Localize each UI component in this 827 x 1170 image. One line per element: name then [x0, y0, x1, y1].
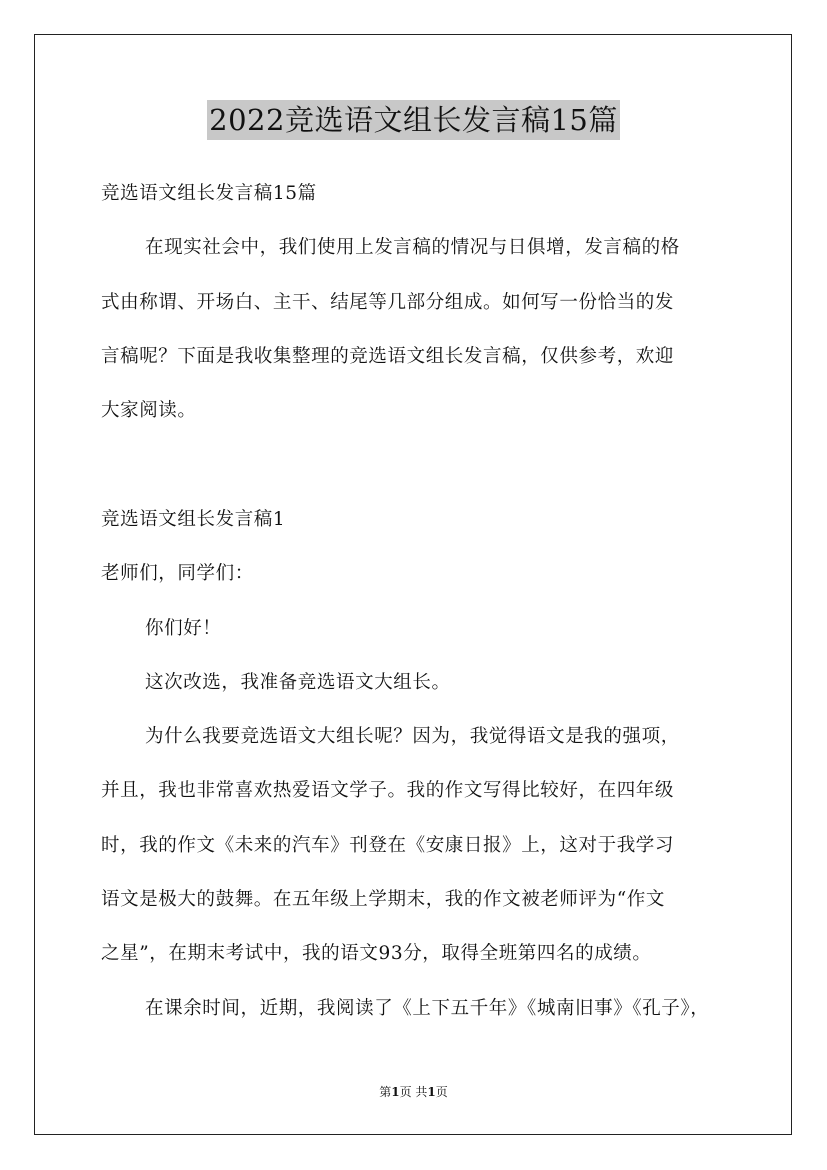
footer-page-suffix: 页 — [435, 1085, 448, 1099]
paragraph-line: 为什么我要竞选语文大组长呢？因为，我觉得语文是我的强项， — [145, 726, 680, 747]
paragraph-line: 在现实社会中，我们使用上发言稿的情况与日俱增，发言稿的格 — [145, 237, 680, 258]
page-footer — [0, 1084, 827, 1100]
paragraph-line: 式由称谓、开场白、主干、结尾等几部分组成。如何写一份恰当的发 — [101, 292, 675, 313]
paragraph-line: 在课余时间，近期，我阅读了《上下五千年》《城南旧事》《孔子》， — [145, 998, 710, 1019]
paragraph-line: 并且，我也非常喜欢热爱语文学子。我的作文写得比较好，在四年级 — [101, 780, 675, 801]
footer-page-total: 1 — [427, 1085, 436, 1099]
section-heading: 竞选语文组长发言稿1 — [101, 509, 286, 530]
paragraph-line: 时，我的作文《未来的汽车》刊登在《安康日报》上，这对于我学习 — [101, 835, 675, 856]
footer-page-number: 1 — [391, 1085, 400, 1099]
paragraph-line: 之星”，在期末考试中，我的语文93分，取得全班第四名的成绩。 — [101, 943, 652, 964]
salutation: 老师们，同学们： — [101, 563, 254, 584]
subtitle-line: 竞选语文组长发言稿15篇 — [101, 183, 317, 204]
paragraph-line: 大家阅读。 — [101, 400, 197, 421]
document-title: 2022竞选语文组长发言稿15篇 — [207, 100, 620, 140]
paragraph-line: 语文是极大的鼓舞。在五年级上学期末，我的作文被老师评为“作文 — [101, 889, 665, 910]
paragraph-line: 这次改选，我准备竞选语文大组长。 — [145, 672, 451, 693]
title-container — [0, 100, 827, 140]
paragraph-line: 你们好！ — [145, 618, 222, 639]
footer-page-prefix: 第 — [379, 1085, 392, 1099]
footer-page-mid: 页 共 — [399, 1085, 428, 1099]
paragraph-line: 言稿呢？下面是我收集整理的竞选语文组长发言稿，仅供参考，欢迎 — [101, 346, 675, 367]
